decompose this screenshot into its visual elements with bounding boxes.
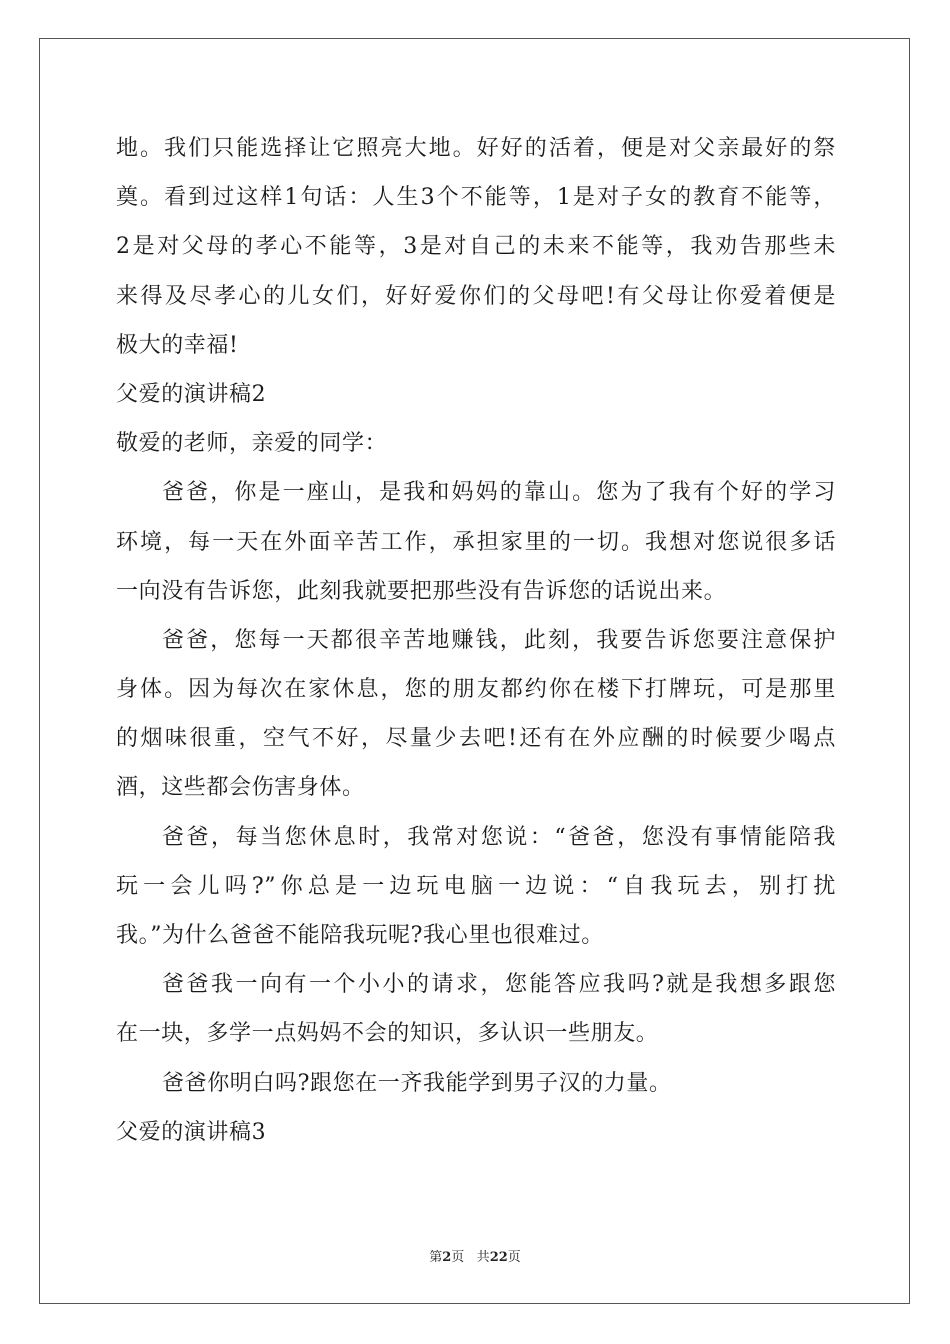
text-line: 地。我们只能选择让它照亮大地。好好的活着，便是对父亲最好的祭 <box>116 136 836 161</box>
text-line: 爸爸，每当您休息时，我常对您说：“爸爸，您没有事情能陪我 <box>162 824 836 850</box>
total-prefix: 共 <box>476 1250 490 1265</box>
text-line: 2是对父母的孝心不能等，3是对自己的未来不能等，我劝告那些未 <box>116 234 836 260</box>
text-line: 爸爸你明白吗?跟您在一齐我能学到男子汉的力量。 <box>162 1070 672 1096</box>
text-line: 爸爸，你是一座山，是我和妈妈的靠山。您为了我有个好的学习 <box>162 480 836 506</box>
text-line: 一向没有告诉您，此刻我就要把那些没有告诉您的话说出来。 <box>116 578 727 604</box>
text-line: 父爱的演讲稿2 <box>116 381 267 407</box>
page-number: 2 <box>442 1250 452 1265</box>
total-suffix: 页 <box>507 1250 521 1265</box>
page-footer <box>0 1246 950 1265</box>
text-line: 环境，每一天在外面辛苦工作，承担家里的一切。我想对您说很多话 <box>116 529 836 555</box>
text-line: 在一块，多学一点妈妈不会的知识，多认识一些朋友。 <box>116 1021 659 1047</box>
text-line: 奠。看到过这样1句话：人生3个不能等，1是对子女的教育不能等， <box>116 185 836 211</box>
text-line: 的烟味很重，空气不好，尽量少去吧!还有在外应酬的时候要少喝点 <box>116 726 836 752</box>
text-line: 玩一会儿吗?”你总是一边玩电脑一边说：“自我玩去，别打扰 <box>116 873 836 899</box>
text-line: 敬爱的老师，亲爱的同学： <box>116 431 388 457</box>
text-line: 我。”为什么爸爸不能陪我玩呢?我心里也很难过。 <box>116 923 604 948</box>
text-line: 身体。因为每次在家休息，您的朋友都约你在楼下打牌玩，可是那里 <box>116 677 836 703</box>
document-body <box>116 124 836 1157</box>
page-prefix: 第 <box>429 1250 443 1265</box>
text-line: 来得及尽孝心的儿女们，好好爱你们的父母吧!有父母让你爱着便是 <box>116 283 836 309</box>
text-line: 爸爸我一向有一个小小的请求，您能答应我吗?就是我想多跟您 <box>162 972 836 998</box>
total-pages: 22 <box>489 1250 508 1265</box>
text-line: 极大的幸福! <box>116 332 239 358</box>
text-line: 爸爸，您每一天都很辛苦地赚钱，此刻，我要告诉您要注意保护 <box>162 627 836 653</box>
page-suffix: 页 <box>451 1250 465 1265</box>
text-line: 父爱的演讲稿3 <box>116 1119 267 1145</box>
text-line: 酒，这些都会伤害身体。 <box>116 775 365 801</box>
